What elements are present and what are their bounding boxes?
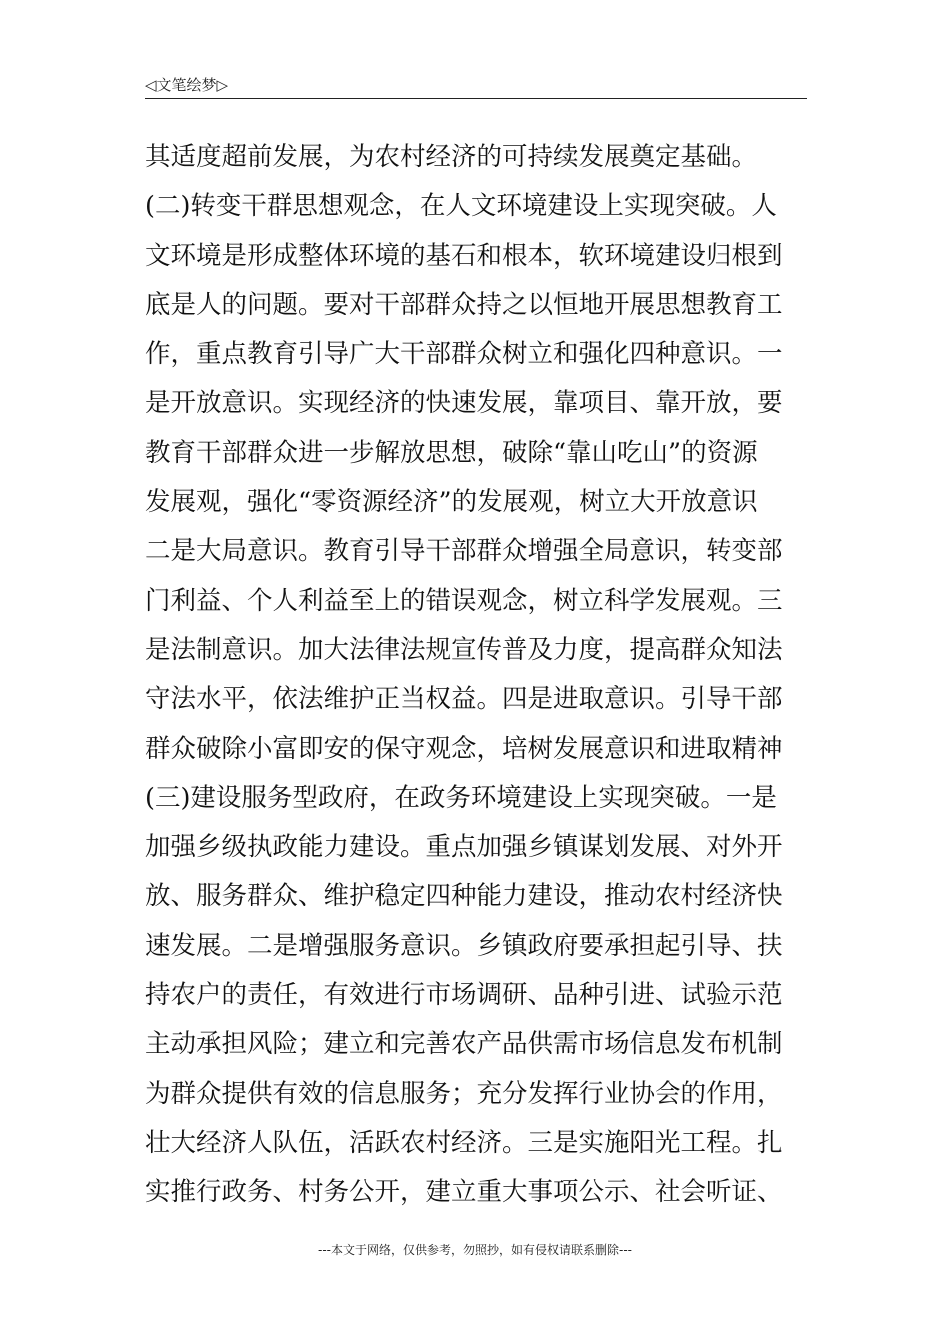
text-line: 二是大局意识。教育引导干部群众增强全局意识，转变部: [145, 536, 783, 567]
text-line: 持农户的责任，有效进行市场调研、品种引进、试验示范: [145, 980, 783, 1011]
text-line: 其适度超前发展，为农村经济的可持续发展奠定基础。: [145, 142, 758, 172]
document-body: [145, 133, 807, 1218]
text-line: (二)转变干群思想观念，在人文环境建设上实现突破。人: [145, 191, 777, 222]
text-line: 壮大经济人队伍，活跃农村经济。三是实施阳光工程。扎: [145, 1127, 783, 1158]
header-title: ◁文笔绘梦▷: [145, 76, 229, 94]
text-line: 为群众提供有效的信息服务；充分发挥行业协会的作用，: [145, 1078, 783, 1109]
text-line: 放、服务群众、维护稳定四种能力建设，推动农村经济快: [145, 881, 783, 912]
text-line: 底是人的问题。要对干部群众持之以恒地开展思想教育工: [145, 289, 783, 320]
text-line: 加强乡级执政能力建设。重点加强乡镇谋划发展、对外开: [145, 832, 783, 863]
page-footer: ---本文于网络，仅供参考，勿照抄，如有侵权请联系删除---: [318, 1243, 632, 1257]
text-line: 发展观，强化“零资源经济”的发展观，树立大开放意识: [145, 487, 758, 518]
text-line: 守法水平，依法维护正当权益。四是进取意识。引导干部: [145, 684, 783, 715]
text-line: 教育干部群众进一步解放思想，破除“靠山吃山”的资源: [145, 437, 758, 468]
text-line: 群众破除小富即安的保守观念，培树发展意识和进取精神: [145, 733, 783, 764]
text-line: (三)建设服务型政府，在政务环境建设上实现突破。一是: [145, 782, 777, 813]
text-line: 文环境是形成整体环境的基石和根本，软环境建设归根到: [145, 240, 783, 271]
text-line: 作，重点教育引导广大干部群众树立和强化四种意识。一: [145, 339, 783, 370]
text-line: 实推行政务、村务公开，建立重大事项公示、社会听证、: [145, 1177, 783, 1208]
text-line: 门利益、个人利益至上的错误观念，树立科学发展观。三: [145, 585, 783, 616]
text-line: 速发展。二是增强服务意识。乡镇政府要承担起引导、扶: [145, 930, 783, 961]
text-line: 主动承担风险；建立和完善农产品供需市场信息发布机制: [145, 1029, 783, 1060]
text-line: 是法制意识。加大法律法规宣传普及力度，提高群众知法: [145, 634, 783, 665]
page-header: [145, 72, 807, 99]
text-line: 是开放意识。实现经济的快速发展，靠项目、靠开放，要: [145, 388, 783, 419]
